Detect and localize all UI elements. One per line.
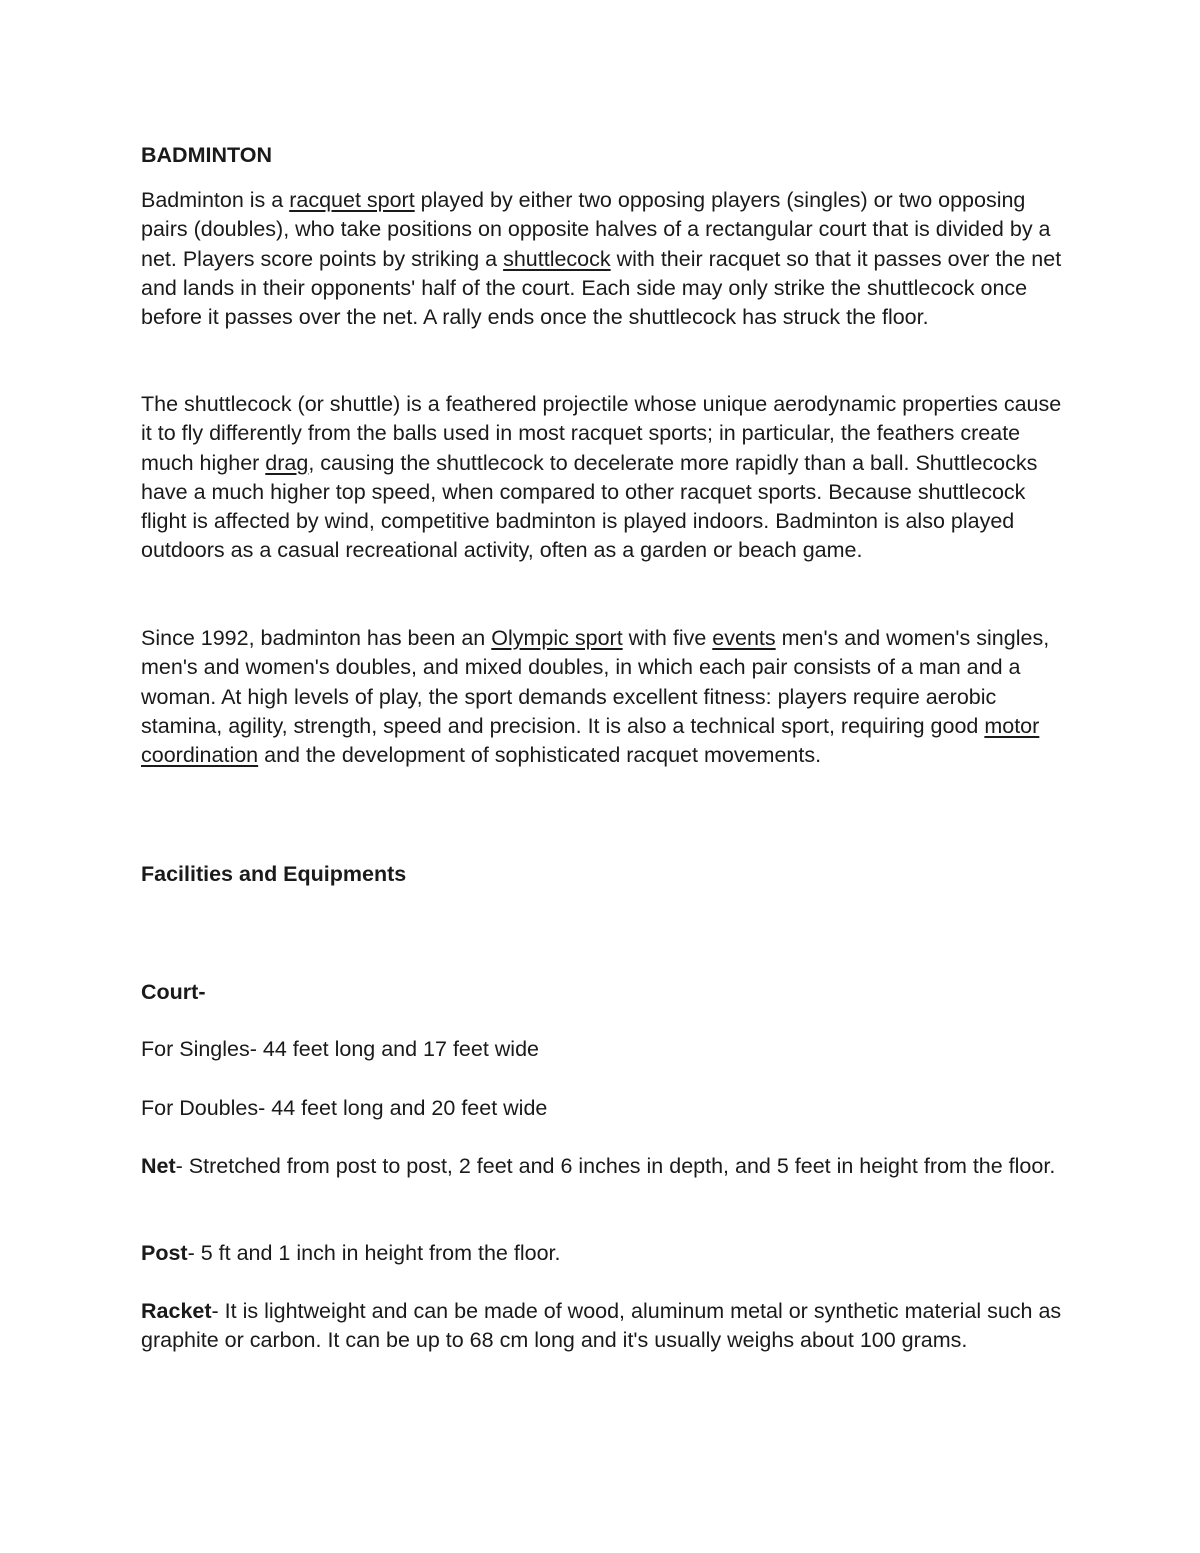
text: with five <box>622 626 713 650</box>
text: The shuttlecock (or shuttle) is a feathered projectile whose unique aerodynamic properties cause it to fly differently from the balls used in most racquet sports; in particular, the feathers create much higher <box>141 392 1062 475</box>
net-text: - Stretched from post to post, 2 feet and 6 inches in depth, and 5 feet in height from the floor. <box>175 1154 1056 1178</box>
facilities-heading: Facilities and Equipments <box>141 862 407 886</box>
racket-text: - It is lightweight and can be made of wood, aluminum metal or synthetic material such as graphite or carbon. It can be up to 68 cm long and it's usually weighs about 100 grams. <box>141 1299 1062 1353</box>
net-paragraph <box>141 1152 1066 1181</box>
link-motor-coordination[interactable]: motor coordination <box>141 713 1040 768</box>
text: Since 1992, badminton has been an <box>141 626 492 650</box>
intro-paragraph <box>141 186 1066 332</box>
net-label: Net <box>141 1154 176 1178</box>
link-events[interactable]: events <box>712 626 776 650</box>
text: Badminton is a <box>141 188 290 212</box>
post-label: Post <box>141 1241 188 1265</box>
text: with their racquet so that it passes over the net and lands in their opponents' half of the court. Each side may only strike the shuttlecock once before it passes over the net. A rally ends once the shuttlecock has struck the floor. <box>141 246 1062 330</box>
court-heading: Court- <box>141 980 206 1004</box>
racket-paragraph <box>141 1297 1066 1356</box>
page-title: BADMINTON <box>141 143 272 167</box>
shuttlecock-paragraph <box>141 390 1066 566</box>
text: played by either two opposing players (singles) or two opposing pairs (doubles), who take positions on opposite halves of a rectangular court that is divided by a net. Players score points by striking a <box>141 188 1051 271</box>
link-drag[interactable]: drag <box>265 450 309 475</box>
post-text: - 5 ft and 1 inch in height from the floor. <box>187 1241 561 1265</box>
doubles-line: For Doubles- 44 feet long and 20 feet wide <box>141 1096 548 1120</box>
text: men's and women's singles, men's and women's doubles, and mixed doubles, in which each pair consists of a man and a woman. At high levels of play, the sport demands excellent fitness: players require aerobic stamina, agility, strength, speed and precision. It is also a technical sport, requiring good <box>141 626 1050 738</box>
link-shuttlecock[interactable]: shuttlecock <box>503 246 611 271</box>
racket-label: Racket <box>141 1299 212 1323</box>
olympic-paragraph <box>141 624 1066 770</box>
post-paragraph <box>141 1239 1066 1268</box>
link-olympic-sport[interactable]: Olympic sport <box>491 626 623 650</box>
text: , causing the shuttlecock to decelerate more rapidly than a ball. Shuttlecocks have a much higher top speed, when compared to other racquet sports. Because shuttlecock flight is affected by wind, competitive badminton is played indoors. Badminton is also played outdoors as a casual recreational activity, often as a garden or beach game. <box>141 450 1038 563</box>
text: and the development of sophisticated racquet movements. <box>258 743 822 768</box>
link-racquet-sport[interactable]: racquet sport <box>289 188 415 212</box>
singles-line: For Singles- 44 feet long and 17 feet wide <box>141 1037 540 1061</box>
